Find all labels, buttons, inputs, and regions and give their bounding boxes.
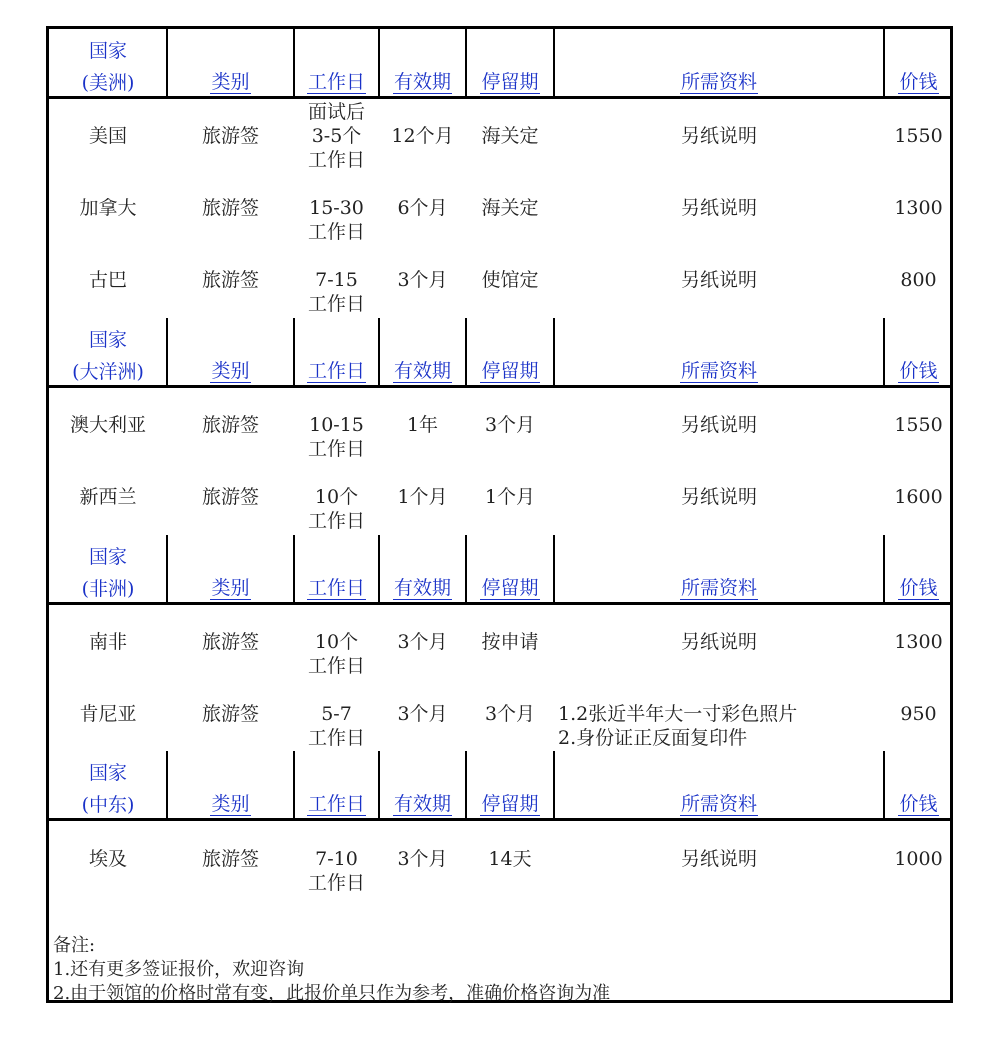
cell-price: 800 xyxy=(900,269,937,291)
cell-materials: 另纸说明 xyxy=(680,848,757,870)
section-country-title xyxy=(49,324,167,388)
section-title-line1: 国家 xyxy=(88,329,127,351)
section-header xyxy=(49,535,950,605)
section-title-line2: (非洲) xyxy=(81,578,135,600)
cell-validity: 3个月 xyxy=(397,631,448,653)
cell-price: 1550 xyxy=(894,414,943,436)
cell-country: 肯尼亚 xyxy=(79,703,137,725)
header-workdays xyxy=(294,70,379,94)
header-label: 所需资料 xyxy=(680,71,757,93)
cell-stay: 按申请 xyxy=(481,631,539,653)
cell-validity: 1个月 xyxy=(397,486,448,508)
header-category xyxy=(167,70,294,94)
notes-line2: 2.由于领馆的价格时常有变，此报价单只作为参考，准确价格咨询为准 xyxy=(53,983,611,1004)
section-title-line1: 国家 xyxy=(88,40,127,62)
cell-days: 7-10 工作日 xyxy=(307,848,365,894)
cell-days: 10个 工作日 xyxy=(307,631,365,677)
header-label: 停留期 xyxy=(481,71,539,93)
cell-country: 新西兰 xyxy=(79,486,137,508)
section-country-title xyxy=(49,757,167,821)
cell-validity: 3个月 xyxy=(397,269,448,291)
header-label: 价钱 xyxy=(899,360,938,382)
header-materials xyxy=(554,792,884,816)
cell-country: 美国 xyxy=(88,125,127,147)
section-title-line1: 国家 xyxy=(88,546,127,568)
cell-type: 旅游签 xyxy=(201,125,259,147)
header-label: 停留期 xyxy=(481,577,539,599)
header-materials xyxy=(554,359,884,383)
header-label: 停留期 xyxy=(481,360,539,382)
cell-type: 旅游签 xyxy=(201,631,259,653)
header-label: 类别 xyxy=(211,360,250,382)
section-title-line2: (大洋洲) xyxy=(72,361,144,383)
cell-materials: 另纸说明 xyxy=(680,631,757,653)
cell-materials: 另纸说明 xyxy=(680,486,757,508)
header-materials xyxy=(554,576,884,600)
section-title-line2: (中东) xyxy=(81,794,135,816)
notes-title: 备注: xyxy=(53,935,96,956)
cell-validity: 3个月 xyxy=(397,848,448,870)
cell-price: 950 xyxy=(900,703,937,725)
cell-country: 加拿大 xyxy=(79,197,137,219)
cell-days: 10个 工作日 xyxy=(307,486,365,532)
header-label: 所需资料 xyxy=(680,360,757,382)
header-stay xyxy=(466,70,554,94)
cell-materials: 另纸说明 xyxy=(680,197,757,219)
cell-price: 1600 xyxy=(894,486,943,508)
header-category xyxy=(167,792,294,816)
cell-days: 15-30 工作日 xyxy=(307,197,365,243)
header-label: 工作日 xyxy=(307,360,365,382)
section-country-title xyxy=(49,541,167,605)
cell-validity: 1年 xyxy=(406,414,439,436)
header-label: 有效期 xyxy=(393,577,451,599)
cell-stay: 14天 xyxy=(488,848,532,870)
cell-validity: 3个月 xyxy=(397,703,448,725)
header-price xyxy=(884,70,953,94)
cell-type: 旅游签 xyxy=(201,486,259,508)
cell-materials: 另纸说明 xyxy=(680,414,757,436)
header-validity xyxy=(379,359,466,383)
header-label: 类别 xyxy=(211,71,250,93)
header-label: 停留期 xyxy=(481,793,539,815)
cell-stay: 3个月 xyxy=(484,703,536,725)
header-label: 价钱 xyxy=(899,577,938,599)
cell-country: 古巴 xyxy=(88,269,127,291)
cell-type: 旅游签 xyxy=(201,848,259,870)
header-price xyxy=(884,576,953,600)
header-validity xyxy=(379,70,466,94)
cell-stay: 使馆定 xyxy=(481,269,539,291)
header-materials xyxy=(554,70,884,94)
cell-type: 旅游签 xyxy=(201,703,259,725)
cell-type: 旅游签 xyxy=(201,269,259,291)
header-label: 有效期 xyxy=(393,793,451,815)
cell-stay: 1个月 xyxy=(484,486,536,508)
cell-days: 5-7 工作日 xyxy=(307,703,365,749)
cell-stay: 海关定 xyxy=(481,197,539,219)
cell-type: 旅游签 xyxy=(201,414,259,436)
header-category xyxy=(167,359,294,383)
cell-days: 面试后 3-5个 工作日 xyxy=(307,101,365,171)
section-header xyxy=(49,318,950,388)
header-label: 价钱 xyxy=(899,71,938,93)
cell-country: 澳大利亚 xyxy=(69,414,146,436)
cell-stay: 3个月 xyxy=(484,414,536,436)
header-workdays xyxy=(294,359,379,383)
header-workdays xyxy=(294,792,379,816)
notes-block xyxy=(53,934,610,1006)
header-label: 所需资料 xyxy=(680,577,757,599)
cell-stay: 海关定 xyxy=(481,125,539,147)
section-title-line2: (美洲) xyxy=(81,72,135,94)
header-label: 有效期 xyxy=(393,360,451,382)
cell-materials: 另纸说明 xyxy=(680,269,757,291)
cell-country: 南非 xyxy=(88,631,127,653)
section-title-line1: 国家 xyxy=(88,762,127,784)
notes-line1: 1.还有更多签证报价，欢迎咨询 xyxy=(53,959,305,980)
section-country-title xyxy=(49,35,167,99)
header-label: 所需资料 xyxy=(680,793,757,815)
cell-materials: 1.2张近半年大一寸彩色照片 2.身份证正反面复印件 xyxy=(558,703,798,749)
header-label: 价钱 xyxy=(899,793,938,815)
header-workdays xyxy=(294,576,379,600)
cell-price: 1000 xyxy=(894,848,943,870)
cell-days: 10-15 工作日 xyxy=(307,414,365,460)
header-label: 工作日 xyxy=(307,71,365,93)
header-price xyxy=(884,359,953,383)
header-stay xyxy=(466,792,554,816)
header-label: 类别 xyxy=(211,577,250,599)
header-validity xyxy=(379,792,466,816)
header-label: 有效期 xyxy=(393,71,451,93)
header-stay xyxy=(466,359,554,383)
header-label: 工作日 xyxy=(307,577,365,599)
section-header xyxy=(49,29,950,99)
cell-materials: 另纸说明 xyxy=(680,125,757,147)
header-label: 类别 xyxy=(211,793,250,815)
cell-validity: 12个月 xyxy=(391,125,454,147)
cell-country: 埃及 xyxy=(88,848,127,870)
visa-price-table xyxy=(46,26,953,1003)
header-label: 工作日 xyxy=(307,793,365,815)
section-header xyxy=(49,751,950,821)
header-category xyxy=(167,576,294,600)
cell-days: 7-15 工作日 xyxy=(307,269,365,315)
header-validity xyxy=(379,576,466,600)
cell-price: 1550 xyxy=(894,125,943,147)
cell-price: 1300 xyxy=(894,631,943,653)
header-stay xyxy=(466,576,554,600)
cell-type: 旅游签 xyxy=(201,197,259,219)
cell-price: 1300 xyxy=(894,197,943,219)
cell-validity: 6个月 xyxy=(397,197,448,219)
header-price xyxy=(884,792,953,816)
